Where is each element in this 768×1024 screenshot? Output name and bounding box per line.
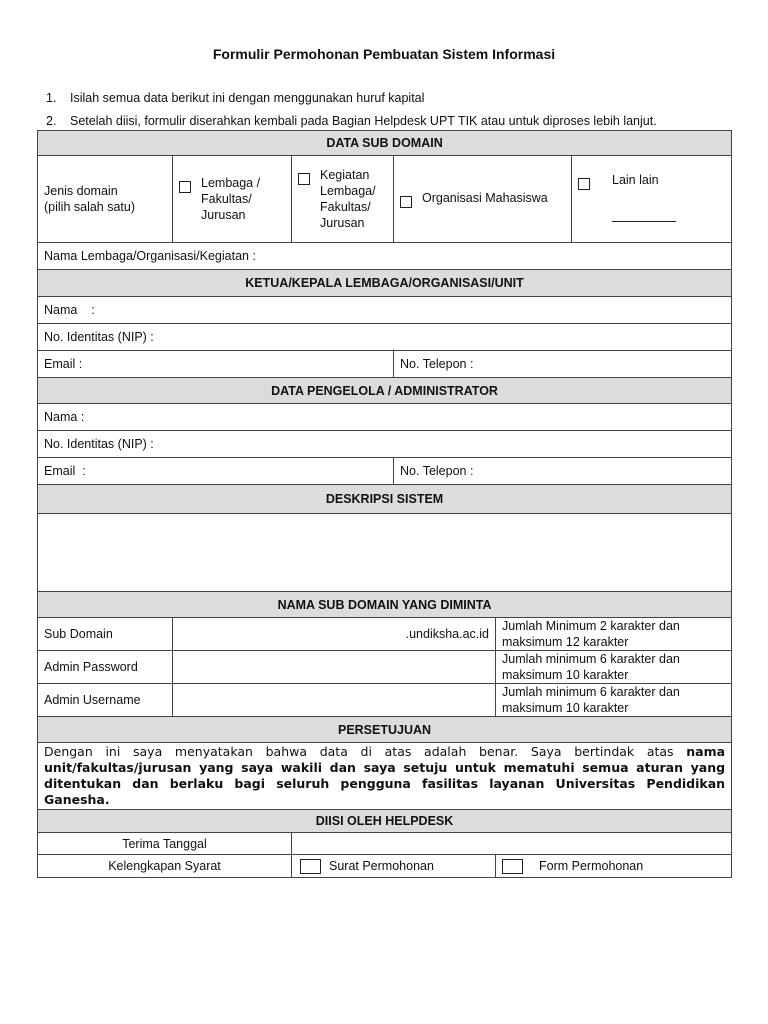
surat-permohonan-option[interactable] [292, 855, 496, 878]
terima-tanggal-input[interactable] [292, 833, 732, 855]
option-kegiatan-line: Jurusan [320, 216, 365, 230]
terima-tanggal-label: Terima Tanggal [38, 833, 292, 855]
deskripsi-header: DESKRIPSI SISTEM [38, 485, 732, 514]
option-kegiatan-cell[interactable] [292, 156, 394, 243]
surat-permohonan-label: Surat Permohonan [329, 859, 434, 873]
admin-password-note: Jumlah minimum 6 karakter dan maksimum 10 karakter [496, 651, 732, 684]
nama-lembaga-field[interactable]: Nama Lembaga/Organisasi/Kegiatan : [38, 243, 732, 270]
sub-domain-input[interactable]: .undiksha.ac.id [173, 618, 496, 651]
admin-password-input[interactable] [173, 651, 496, 684]
instruction-number: 1. [46, 91, 57, 105]
form-permohonan-label: Form Permohonan [539, 859, 644, 873]
persetujuan-text: Dengan ini saya menyatakan bahwa data di atas adalah benar. Saya bertindak atas [44, 744, 687, 759]
pengelola-identitas-field[interactable]: No. Identitas (NIP) : [38, 431, 732, 458]
sub-domain-label: Sub Domain [38, 618, 173, 651]
persetujuan-text-emphasis: nama unit/fakultas/jurusan yang saya wakili dan saya setuju untuk mematuhi semua aturan yang ditentukan dan berlaku bagi seluruh pengguna fasilitas layanan Universitas Pendidikan Ganesha. [44, 744, 726, 807]
ketua-nama-field[interactable]: Nama : [38, 297, 732, 324]
jenis-domain-hint: (pilih salah satu) [44, 200, 136, 214]
admin-password-label: Admin Password [38, 651, 173, 684]
instruction-text: Isilah semua data berikut ini dengan menggunakan huruf kapital [70, 91, 425, 105]
nama-sub-domain-header: NAMA SUB DOMAIN YANG DIMINTA [38, 592, 732, 618]
jenis-domain-label: Jenis domain [44, 184, 118, 198]
page-title: Formulir Permohonan Pembuatan Sistem Informasi [212, 46, 556, 62]
instruction-2 [46, 114, 657, 128]
helpdesk-header: DIISI OLEH HELPDESK [38, 810, 732, 833]
option-kegiatan-line: Fakultas/ [320, 200, 371, 214]
checkbox-icon[interactable] [298, 173, 310, 185]
persetujuan-header: PERSETUJUAN [38, 717, 732, 743]
option-lain-label: Lain lain [612, 173, 659, 187]
pengelola-nama-field[interactable]: Nama : [38, 404, 732, 431]
checkbox-icon[interactable] [578, 178, 590, 190]
kelengkapan-syarat-label: Kelengkapan Syarat [38, 855, 292, 878]
sub-domain-header: DATA SUB DOMAIN [38, 131, 732, 156]
pengelola-header: DATA PENGELOLA / ADMINISTRATOR [38, 378, 732, 404]
form-permohonan-option[interactable] [496, 855, 732, 878]
checkbox-icon[interactable] [502, 859, 523, 874]
option-lain-cell[interactable] [572, 156, 732, 243]
instruction-number: 2. [46, 114, 57, 128]
deskripsi-field[interactable] [38, 514, 732, 592]
lain-lain-blank-line[interactable] [612, 211, 676, 222]
pengelola-telepon-field[interactable]: No. Telepon : [394, 458, 732, 485]
option-lembaga-line: Jurusan [201, 208, 246, 222]
option-lembaga-cell[interactable] [173, 156, 292, 243]
jenis-domain-label-cell [38, 156, 173, 243]
ketua-telepon-field[interactable]: No. Telepon : [394, 351, 732, 378]
option-organisasi-label: Organisasi Mahasiswa [422, 191, 548, 205]
persetujuan-statement [38, 743, 732, 810]
ketua-header: KETUA/KEPALA LEMBAGA/ORGANISASI/UNIT [38, 270, 732, 297]
admin-username-note: Jumlah minimum 6 karakter dan maksimum 10 karakter [496, 684, 732, 717]
checkbox-icon[interactable] [179, 181, 191, 193]
option-lembaga-line: Fakultas/ [201, 192, 252, 206]
instruction-text: Setelah diisi, formulir diserahkan kembali pada Bagian Helpdesk UPT TIK atau untuk diproses lebih lanjut. [70, 114, 657, 128]
pengelola-email-field[interactable]: Email : [38, 458, 394, 485]
sub-domain-note: Jumlah Minimum 2 karakter dan maksimum 12 karakter [496, 618, 732, 651]
application-form-table [37, 130, 732, 878]
instruction-1 [46, 91, 424, 105]
option-kegiatan-line: Kegiatan [320, 168, 370, 182]
checkbox-icon[interactable] [300, 859, 321, 874]
ketua-identitas-field[interactable]: No. Identitas (NIP) : [38, 324, 732, 351]
option-kegiatan-line: Lembaga/ [320, 184, 376, 198]
option-organisasi-cell[interactable] [394, 156, 572, 243]
admin-username-input[interactable] [173, 684, 496, 717]
ketua-email-field[interactable]: Email : [38, 351, 394, 378]
option-lembaga-line: Lembaga / [201, 176, 261, 190]
checkbox-icon[interactable] [400, 196, 412, 208]
admin-username-label: Admin Username [38, 684, 173, 717]
